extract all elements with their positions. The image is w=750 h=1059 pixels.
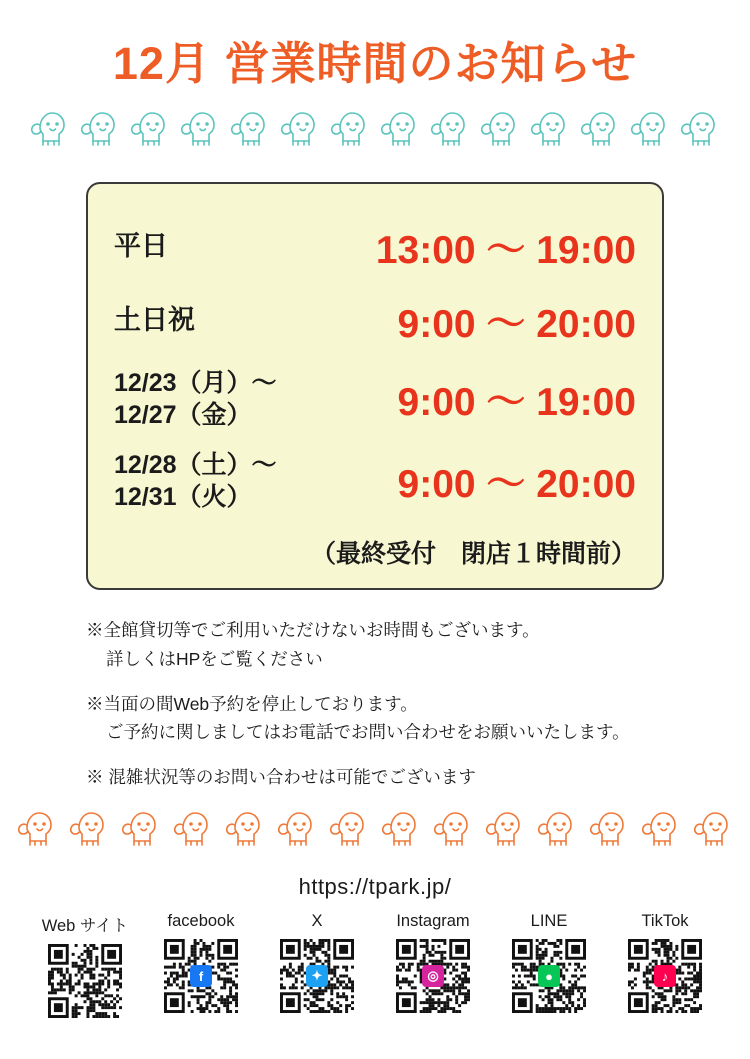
mascot-icon [432,808,474,848]
tiktok-qr-icon[interactable] [628,939,702,1013]
social-item-label: facebook [167,912,235,931]
mascot-icon [479,108,521,148]
social-badge-icon: ♪ [654,965,676,987]
social-item-label: LINE [530,912,568,931]
social-item-label: TikTok [641,912,689,931]
mascot-icon [629,108,671,148]
mascot-icon [329,108,371,148]
note-line: ※ 混雑状況等のお問い合わせは可能でございます [86,767,476,788]
mascot-icon [692,808,734,848]
x-qr-icon[interactable] [280,939,354,1013]
social-item-label: Web サイト [41,917,129,936]
social-badge-icon: f [190,965,212,987]
mascot-icon [640,808,682,848]
social-item-label: X [311,912,323,931]
mascot-icon [68,808,110,848]
mascot-icon [380,808,422,848]
social-badge-icon: ✦ [306,965,328,987]
website-url[interactable]: https://tpark.jp/ [298,874,452,900]
note-block [86,616,664,674]
social-item-facebook[interactable] [153,912,249,1013]
hours-row-time: 9:00 ～ 20:00 [397,462,636,506]
note-block [86,690,664,748]
hours-table-body [114,210,636,522]
qr-code-icon[interactable] [48,944,122,1018]
note-line: ※全館貸切等でご利用いただけないお時間もございます。 [86,619,540,640]
social-item-instagram[interactable] [385,912,481,1013]
instagram-qr-icon[interactable] [396,939,470,1013]
mascot-icon [79,108,121,148]
note-line: 詳しくはHPをご覧ください [106,648,323,669]
social-badge-icon: ● [538,965,560,987]
mascot-icon [484,808,526,848]
hours-row-label: 土日祝 [114,305,195,336]
hours-row-label: 12/23（月）～ 12/27（金） [114,368,277,429]
mascot-icon [120,808,162,848]
facebook-qr-icon[interactable] [164,939,238,1013]
social-item-label: Instagram [396,912,470,931]
hours-row [114,210,636,284]
mascot-icon [579,108,621,148]
mascot-icon [224,808,266,848]
hours-table [114,210,636,522]
mascot-row-top [0,108,750,148]
mascot-icon [29,108,71,148]
line-qr-icon[interactable] [512,939,586,1013]
hours-row [114,284,636,358]
hours-row [114,358,636,440]
mascot-icon [679,108,721,148]
mascot-icon [379,108,421,148]
hours-row-time: 13:00 ～ 19:00 [375,228,636,272]
mascot-icon [16,808,58,848]
note-block [86,763,664,792]
social-item-line[interactable] [501,912,597,1013]
social-links-row [0,912,750,1018]
hours-row-label: 平日 [114,231,168,262]
mascot-icon [279,108,321,148]
social-item-x[interactable] [269,912,365,1013]
hours-row-time: 9:00 ～ 19:00 [397,380,636,424]
page-title: 12月 営業時間のお知らせ [112,38,638,89]
mascot-icon [229,108,271,148]
mascot-icon [179,108,221,148]
note-line: ※当面の間Web予約を停止しております。 [86,693,418,714]
mascot-row-bottom [0,808,750,848]
social-item-web-サイト[interactable] [37,912,133,1018]
social-item-tiktok[interactable] [617,912,713,1013]
social-badge-icon: ◎ [422,965,444,987]
notes-section [86,616,664,792]
business-hours-card [86,182,664,590]
mascot-icon [529,108,571,148]
mascot-icon [536,808,578,848]
mascot-icon [588,808,630,848]
hours-row-time: 9:00 ～ 20:00 [397,302,636,346]
hours-row-label: 12/28（土）～ 12/31（火） [114,450,277,511]
mascot-icon [129,108,171,148]
hours-row [114,440,636,522]
mascot-icon [172,808,214,848]
mascot-icon [328,808,370,848]
note-line: ご予約に関しましてはお電話でお問い合わせをお願いいたします。 [106,722,630,743]
last-entry-note: （最終受付 閉店１時間前） [310,539,636,568]
mascot-icon [276,808,318,848]
mascot-icon [429,108,471,148]
